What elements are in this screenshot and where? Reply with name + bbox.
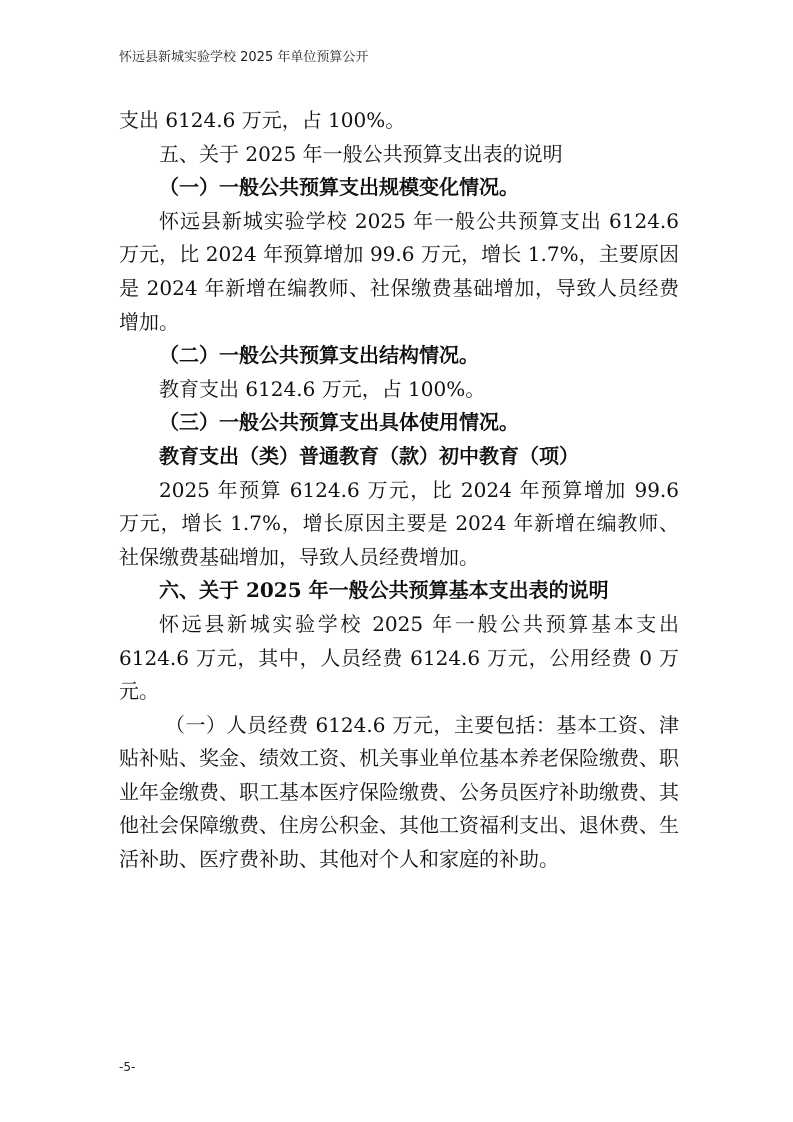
paragraph-scale-change: 怀远县新城实验学校 2025 年一般公共预算支出 6124.6 万元，比 2024 年预算增加 99.6 万元，增长 1.7%，主要原因是 2024 年新增在编教师、社保缴费基础增加，导致人员经费增加。	[119, 208, 679, 334]
paragraph-structure: 教育支出 6124.6 万元，占 100%。	[159, 376, 486, 401]
section-heading-5: 五、关于 2025 年一般公共预算支出表的说明	[159, 141, 563, 166]
paragraph-continuation: 支出 6124.6 万元，占 100%。	[119, 108, 406, 132]
paragraph-basic-expenditure: 怀远县新城实验学校 2025 年一般公共预算基本支出 6124.6 万元，其中，人员经费 6124.6 万元，公用经费 0 万元。	[119, 611, 679, 704]
category-heading: 教育支出（类）普通教育（款）初中教育（项）	[159, 443, 579, 468]
subsection-heading-structure: （二）一般公共预算支出结构情况。	[159, 343, 479, 368]
subsection-heading-scale: （一）一般公共预算支出规模变化情况。	[159, 175, 519, 200]
paragraph-usage: 2025 年预算 6124.6 万元，比 2024 年预算增加 99.6 万元，增长 1.7%，增长原因主要是 2024 年新增在编教师、社保缴费基础增加，导致人员经费增加。	[119, 477, 679, 569]
page-header: 怀远县新城实验学校 2025 年单位预算公开	[119, 50, 369, 65]
subsection-heading-usage: （三）一般公共预算支出具体使用情况。	[159, 410, 519, 435]
paragraph-personnel-expenses: （一）人员经费 6124.6 万元，主要包括：基本工资、津贴补贴、奖金、绩效工资、机关事业单位基本养老保险缴费、职业年金缴费、职工基本医疗保险缴费、公务员医疗补助缴费、其他社会保障缴费、住房公积金、其他工资福利支出、退休费、生活补助、医疗费补助、其他对个人和家庭的补助。	[119, 712, 679, 872]
page-number: -5-	[119, 1060, 136, 1074]
document-body	[119, 104, 679, 877]
section-heading-6: 六、关于 2025 年一般公共预算基本支出表的说明	[159, 578, 609, 603]
